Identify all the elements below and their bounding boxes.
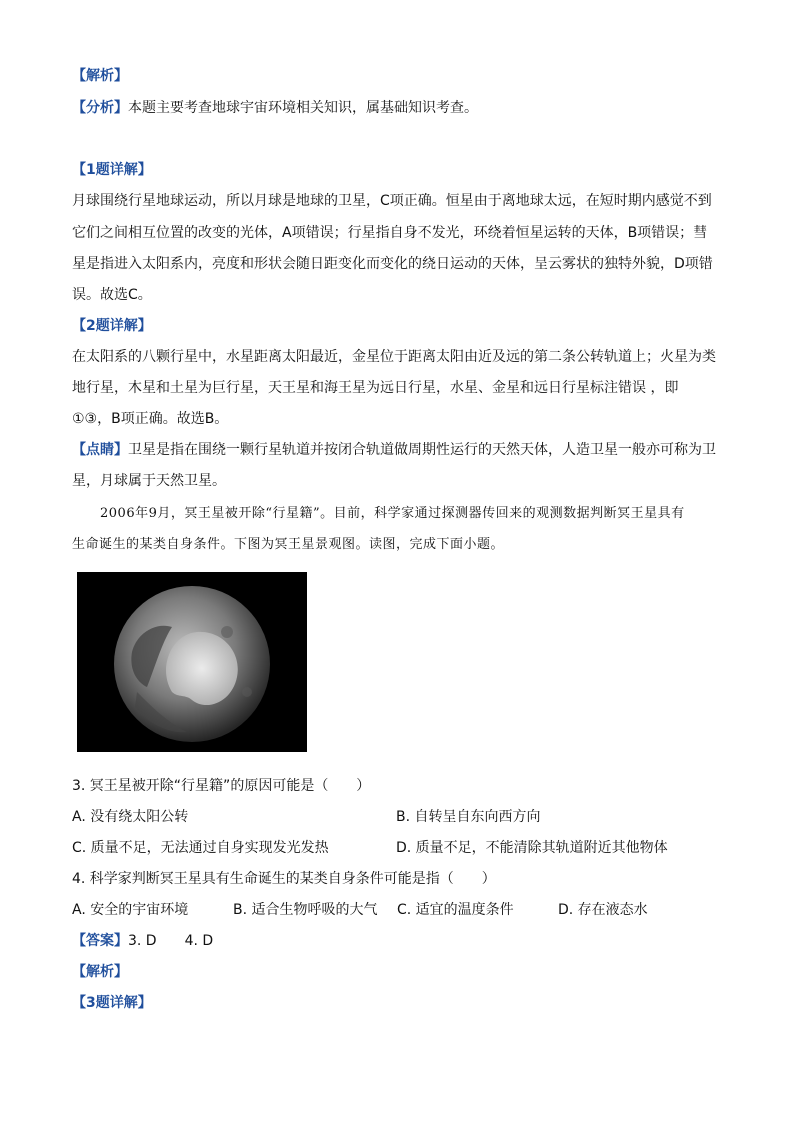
answer-text: 3. D 4. D	[128, 933, 214, 949]
pluto-image	[77, 572, 307, 752]
answer-tag: 【答案】	[72, 933, 128, 949]
q3-stem: 3. 冥王星被开除“行星籍”的原因可能是（ ）	[72, 778, 371, 794]
dianjing-line: 星，月球属于天然卫星。	[72, 473, 226, 489]
fenxi-text: 本题主要考查地球宇宙环境相关知识，属基础知识考查。	[128, 100, 478, 116]
q1-detail-line: 星是指进入太阳系内，亮度和形状会随日距变化而变化的绕日运动的天体，呈云雾状的独特外貌，D项错	[72, 256, 713, 272]
dianjing-line: 卫星是指在围绕一颗行星轨道并按闭合轨道做周期性运行的天然天体，人造卫星一般亦可称为卫	[128, 442, 716, 458]
q4-option-c[interactable]: C. 适宜的温度条件	[397, 902, 514, 918]
q3-detail-heading: 【3题详解】	[72, 995, 152, 1011]
dianjing-tag: 【点睛】	[72, 442, 128, 458]
q4-option-a[interactable]: A. 安全的宇宙环境	[72, 902, 189, 918]
material-line: 生命诞生的某类自身条件。下图为冥王星景观图。读图，完成下面小题。	[72, 537, 505, 552]
fenxi-paragraph	[72, 98, 732, 118]
answer-line	[72, 931, 732, 951]
q1-detail-line: 误。故选C。	[72, 287, 152, 303]
q2-detail-line: ①③，B项正确。故选B。	[72, 411, 229, 427]
q1-detail-heading: 【1题详解】	[72, 162, 152, 178]
q2-detail-heading: 【2题详解】	[72, 318, 152, 334]
q2-detail-line: 地行星，木星和土星为巨行星，天王星和海王星为远日行星，水星、金星和远日行星标注错误 ，即	[72, 380, 679, 396]
material-line: 2006年9月，冥王星被开除“行星籍”。目前，科学家通过探测器传回来的观测数据判断冥王星具有	[100, 506, 685, 521]
q3-option-c[interactable]: C. 质量不足，无法通过自身实现发光发热	[72, 840, 329, 856]
q2-detail-line: 在太阳系的八颗行星中，水星距离太阳最近，金星位于距离太阳由近及远的第二条公转轨道上；火星为类	[72, 349, 716, 365]
q4-option-b[interactable]: B. 适合生物呼吸的大气	[233, 902, 378, 918]
q1-detail-line: 月球围绕行星地球运动，所以月球是地球的卫星，C项正确。恒星由于离地球太远，在短时期内感觉不到	[72, 193, 712, 209]
q4-stem: 4. 科学家判断冥王星具有生命诞生的某类自身条件可能是指（ ）	[72, 871, 496, 887]
q1-detail-line: 它们之间相互位置的改变的光体，A项错误；行星指自身不发光，环绕着恒星运转的天体，B项错误；彗	[72, 225, 708, 241]
dianjing-paragraph	[72, 440, 732, 460]
q4-option-d[interactable]: D. 存在液态水	[558, 902, 648, 918]
pluto-illustration	[77, 572, 307, 752]
q3-option-d[interactable]: D. 质量不足，不能清除其轨道附近其他物体	[396, 840, 668, 856]
analysis-heading-2: 【解析】	[72, 964, 128, 980]
q3-option-a[interactable]: A. 没有绕太阳公转	[72, 809, 189, 825]
q3-option-b[interactable]: B. 自转呈自东向西方向	[396, 809, 541, 825]
fenxi-tag: 【分析】	[72, 100, 128, 116]
analysis-heading-1: 【解析】	[72, 68, 128, 84]
